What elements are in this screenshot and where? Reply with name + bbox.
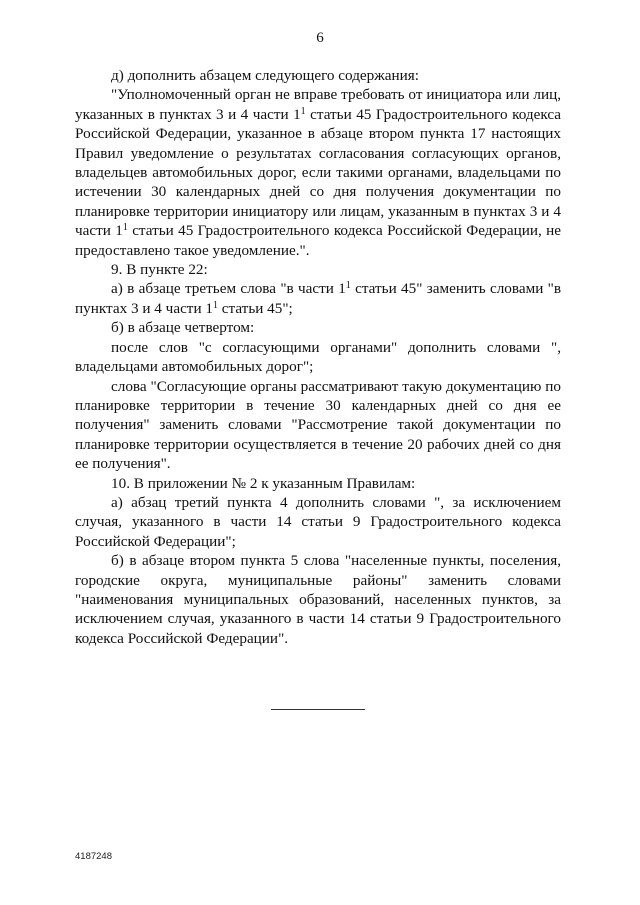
paragraph-item-9 [75,260,561,279]
document-code: 4187248 [75,851,112,862]
paragraph-after-words [75,338,561,377]
text-run: статьи 45"; [217,299,293,317]
text-run: д) дополнить абзацем следующего содержания: [111,67,419,84]
page-number: 6 [316,30,324,46]
text-run: после слов "с согласующими органами" дополнить словами ", владельцами автомобильных дорог"; [75,338,561,376]
paragraph-d-supplement [75,66,561,85]
paragraph-item-9a [75,279,561,318]
text-run: 10. В приложении № 2 к указанным Правилам: [111,474,416,492]
superscript-index: 1 [212,299,218,311]
text-run: слова "Согласующие органы рассматривают такую документацию по планировке территории в течение 30 календарных дней со дня ее получения" заменить словами "Рассмотрение такой документации по планировке территории осуществляется в течение 20 рабочих дней со дня ее получения". [75,377,561,473]
paragraph-item-10 [75,474,561,493]
text-run: статьи 45" заменить словами "в пунктах 3 и 4 части 1 [75,280,562,317]
paragraph-item-10b [75,551,561,648]
text-run: б) в абзаце втором пункта 5 слова "населенные пункты, поселения, городские округа, муниципальные районы" заменить словами "наименования муниципальных образований, населенных пунктов, за исключением случая, указанного в части 14 статьи 9 Градостроительного кодекса Российской Федерации". [75,552,561,647]
text-run: статьи 45 Градостроительного кодекса Российской Федерации, не предоставлено такое уведомление.". [75,222,562,259]
superscript-index: 1 [300,105,306,117]
text-run: "Уполномоченный орган не вправе требовать от инициатора или лиц, указанных в пунктах 3 и 4 части 1 [75,86,561,123]
text-run: статьи 45 Градостроительного кодекса Российской Федерации, указанное в абзаце втором пункта 17 настоящих Правил уведомление о результатах согласования согласующих органов, владельцев автомобильных дорог, если такими органами, владельцами по истечении 30 календарных дней со дня получения документации по планировке территории инициатору или лицам, указанным в пунктах 3 и 4 части 1 [75,105,561,240]
text-run: а) в абзаце третьем слова "в части 1 [111,280,346,298]
text-run: а) абзац третий пункта 4 дополнить словами ", за исключением случая, указанного в части 14 статьи 9 Градостроительного кодекса Российской Федерации"; [75,493,561,550]
document-body [75,66,561,648]
superscript-index: 1 [345,280,351,292]
text-run: 9. В пункте 22: [111,261,208,279]
paragraph-words-replace [75,377,561,474]
paragraph-item-9b [75,318,561,337]
text-run: б) в абзаце четвертом: [111,319,255,337]
paragraph-quoted-insert [75,85,561,260]
superscript-index: 1 [122,222,128,234]
paragraph-item-10a [75,493,561,551]
end-of-text-rule [271,709,365,710]
